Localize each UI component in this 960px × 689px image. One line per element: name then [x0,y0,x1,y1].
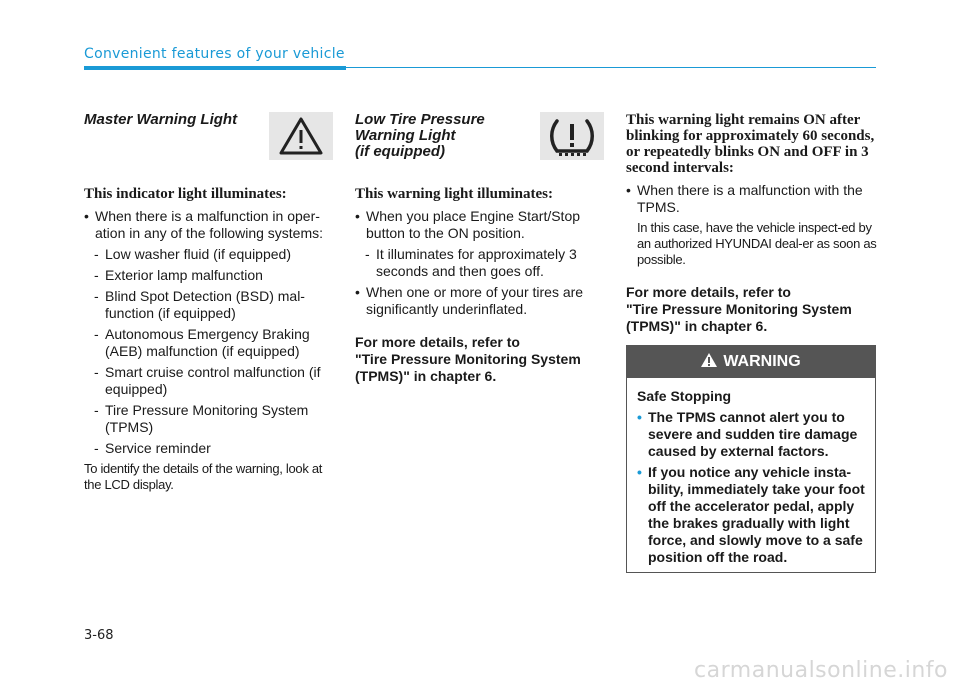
master-warning-section [84,112,336,493]
warning-header [627,346,875,378]
master-warning-title: Master Warning Light [84,111,238,128]
master-warning-bullet: • When there is a malfunction in oper-ation in any of the following systems: [84,208,336,242]
reference-line: "Tire Pressure Monitoring System [355,351,581,367]
low-tire-pressure-bullet-1: • When you place Engine Start/Stop button to the ON position. [355,208,607,242]
warning-label: WARNING [723,353,801,370]
master-warning-note: To identify the details of the warning, look at the LCD display. [84,461,323,492]
list-item: - It illuminates for approximately 3 seconds and then goes off. [355,246,607,280]
reference-line: For more details, refer to [355,334,520,350]
tire-pressure-icon [540,112,604,160]
list-item: - Low washer fluid (if equipped) [84,246,336,263]
list-item: - Service reminder [84,440,336,457]
warning-box [626,345,876,573]
warning-content [627,378,875,566]
header-rule-line [346,67,876,68]
list-item: - Smart cruise control malfunction (if equipped) [84,364,336,398]
list-item: - Exterior lamp malfunction [84,267,336,284]
tpms-reference [626,284,878,335]
list-item: - Autonomous Emergency Braking (AEB) malfunction (if equipped) [84,326,336,360]
title-line: (if equipped) [355,143,445,160]
warning-bullet: • The TPMS cannot alert you to severe and sudden tire damage caused by external factors. [637,409,867,460]
page-number: 3-68 [84,628,114,643]
master-warning-subhead: This indicator light illuminates: [84,186,287,202]
reference-line: "Tire Pressure Monitoring System [626,301,852,317]
tpms-malfunction-note: In this case, have the vehicle inspect-ed by an authorized HYUNDAI deal-er as soon as possible. [637,220,877,267]
title-line: Warning Light [355,127,456,144]
tpms-malfunction-section [626,112,878,335]
list-item: - Tire Pressure Monitoring System (TPMS) [84,402,336,436]
header-rule-accent [84,66,346,70]
list-item: - Blind Spot Detection (BSD) mal-function (if equipped) [84,288,336,322]
warning-title: Safe Stopping [637,388,732,404]
watermark: carmanualsonline.info [694,658,948,683]
master-warning-triangle-icon [269,112,333,160]
low-tire-pressure-subhead: This warning light illuminates: [355,186,553,202]
warning-bullet: • If you notice any vehicle insta-bility, immediately take your foot off the accelerator pedal, apply the brakes gradually with light force, and slowly move to a safe position off the road. [637,464,867,566]
tpms-malfunction-head: This warning light remains ON after blinking for approximately 60 seconds, or repeatedly blinks ON and OFF in 3 second intervals: [626,112,875,176]
section-header: Convenient features of your vehicle [84,46,345,62]
low-tire-pressure-bullet-2: • When one or more of your tires are significantly underinflated. [355,284,607,318]
tpms-malfunction-bullet: • When there is a malfunction with the TPMS. [626,182,878,216]
reference-line: (TPMS)" in chapter 6. [355,368,497,384]
title-line: Low Tire Pressure [355,111,485,128]
reference-line: (TPMS)" in chapter 6. [626,318,768,334]
warning-triangle-icon [701,353,717,372]
reference-line: For more details, refer to [626,284,791,300]
tpms-reference [355,334,607,385]
